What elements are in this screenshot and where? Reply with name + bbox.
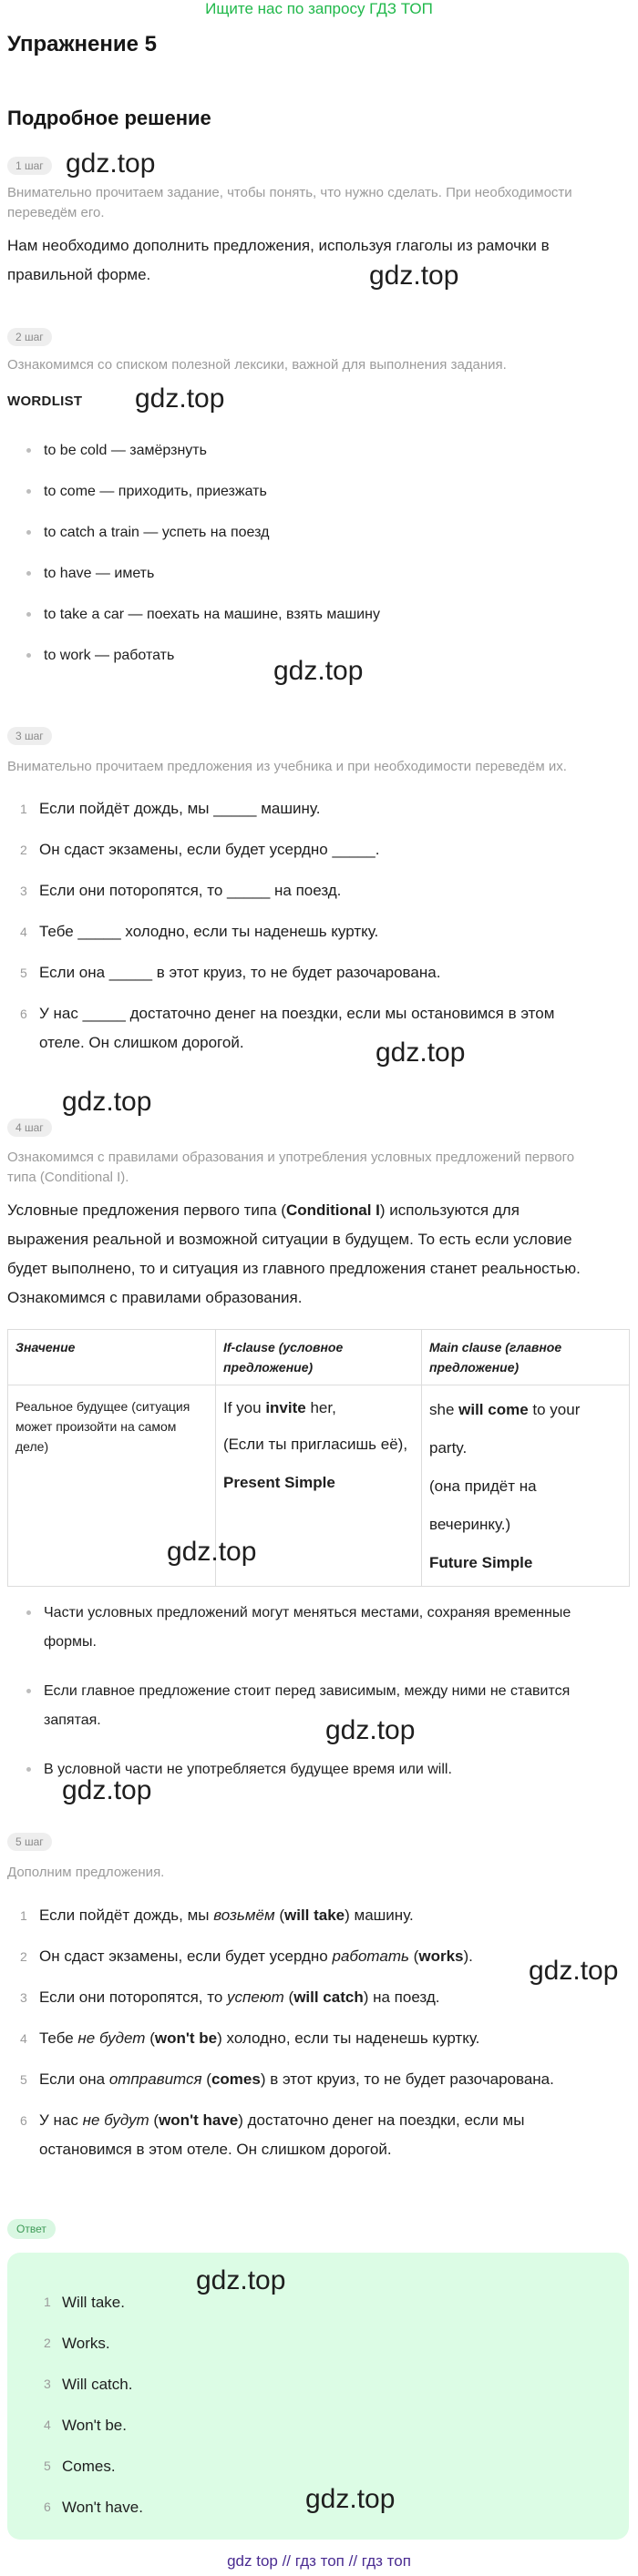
sentences-list bbox=[7, 794, 627, 1063]
wordlist bbox=[7, 430, 627, 676]
watermark: gdz.top bbox=[62, 1775, 152, 1805]
footer-links[interactable]: gdz top // гдз топ // гдз топ bbox=[227, 2552, 411, 2570]
list-item: 5 Если она _____ в этот круиз, то не будет разочарована. bbox=[20, 964, 441, 981]
list-item: to take a car — поехать на машине, взять машину bbox=[7, 594, 627, 635]
list-item: 5 Comes. bbox=[44, 2458, 116, 2475]
list-item: 4 Тебе _____ холодно, если ты наденешь куртку. bbox=[20, 923, 379, 940]
top-banner: Ищите нас по запросу ГДЗ ТОП bbox=[205, 0, 433, 17]
list-item: 3 Если они поторопятся, то успеют (will catch) на поезд. bbox=[20, 1988, 440, 2006]
watermark: gdz.top bbox=[273, 656, 364, 686]
watermark: gdz.top bbox=[66, 148, 156, 179]
watermark: gdz.top bbox=[167, 1537, 257, 1567]
step-2-badge: 2 шаг bbox=[7, 328, 52, 346]
table-cell: she will come to your party. (она придёт на вечеринку.) Future Simple bbox=[422, 1385, 630, 1587]
list-item: to catch a train — успеть на поезд bbox=[7, 512, 627, 553]
step-4-intro: Условные предложения первого типа (Conditional I) используются для выражения реальной и возможной ситуации в будущем. То есть если условие будет выполнено, то и ситуация из главного предложения станет реальностью. Ознакомимся с правилами образования. bbox=[7, 1201, 581, 1306]
list-item: Если главное предложение стоит перед зависимым, между ними не ставится запятая. bbox=[7, 1677, 591, 1735]
watermark: gdz.top bbox=[305, 2484, 396, 2514]
step-4-hint: Ознакомимся с правилами образования и употребления условных предложений первого типа (Conditional I). bbox=[7, 1150, 575, 1185]
list-item: to be cold — замёрзнуть bbox=[7, 430, 627, 471]
list-item: 1 Если пойдёт дождь, мы _____ машину. bbox=[20, 800, 321, 817]
table-header: Значение bbox=[8, 1330, 216, 1385]
table-header: If-clause (условное предложение) bbox=[216, 1330, 422, 1385]
list-item: 1 Если пойдёт дождь, мы возьмём (will take) машину. bbox=[20, 1906, 414, 1924]
watermark: gdz.top bbox=[135, 383, 225, 414]
list-item: to work — работать bbox=[7, 635, 627, 676]
list-item: 5 Если она отправится (comes) в этот круиз, то не будет разочарована. bbox=[20, 2070, 554, 2088]
answer-list bbox=[7, 2282, 554, 2528]
list-item: 2 Он сдаст экзамены, если будет усердно _____. bbox=[20, 841, 380, 858]
watermark: gdz.top bbox=[529, 1956, 619, 1986]
table-cell: Реальное будущее (ситуация может произойти на самом деле) bbox=[8, 1385, 216, 1587]
list-item: 3 Если они поторопятся, то _____ на поезд. bbox=[20, 882, 342, 899]
step-3-badge: 3 шаг bbox=[7, 727, 52, 745]
rules-table bbox=[7, 1329, 630, 1587]
step-5-badge: 5 шаг bbox=[7, 1833, 52, 1851]
wordlist-title: WORDLIST bbox=[7, 394, 83, 409]
list-item: to come — приходить, приезжать bbox=[7, 471, 627, 512]
step-1-hint: Внимательно прочитаем задание, чтобы понять, что нужно сделать. При необходимости переведём его. bbox=[7, 185, 572, 220]
watermark: gdz.top bbox=[196, 2265, 286, 2295]
list-item: 1 Will take. bbox=[44, 2294, 125, 2311]
list-item: 6 Won't have. bbox=[44, 2499, 143, 2516]
step-1-badge: 1 шаг bbox=[7, 157, 52, 175]
list-item: 3 Will catch. bbox=[44, 2376, 133, 2393]
list-item: 4 Тебе не будет (won't be) холодно, если ты наденешь куртку. bbox=[20, 2029, 480, 2047]
watermark: gdz.top bbox=[369, 261, 459, 291]
step-3-hint: Внимательно прочитаем предложения из учебника и при необходимости переведём их. bbox=[7, 759, 567, 774]
watermark: gdz.top bbox=[325, 1715, 416, 1745]
answer-badge: Ответ bbox=[7, 2219, 56, 2239]
table-header: Main clause (главное предложение) bbox=[422, 1330, 630, 1385]
step-1-text: Нам необходимо дополнить предложения, используя глаголы из рамочки в правильной форме. bbox=[7, 237, 550, 283]
solution-heading: Подробное решение bbox=[7, 107, 211, 129]
step-5-hint: Дополним предложения. bbox=[7, 1865, 165, 1880]
list-item: 4 Won't be. bbox=[44, 2417, 127, 2434]
list-item: 6 У нас _____ достаточно денег на поездки, если мы остановимся в этом отеле. Он слишком дорогой. bbox=[20, 1005, 555, 1051]
list-item: В условной части не употребляется будущее время или will. bbox=[7, 1755, 591, 1784]
watermark: gdz.top bbox=[376, 1038, 466, 1068]
table-cell: If you invite her, (Если ты пригласишь её), Present Simple bbox=[216, 1385, 422, 1587]
step-4-badge: 4 шаг bbox=[7, 1119, 52, 1137]
list-item: 2 Works. bbox=[44, 2335, 110, 2352]
watermark: gdz.top bbox=[62, 1087, 152, 1117]
list-item: 6 У нас не будут (won't have) достаточно денег на поездки, если мы остановимся в этом отеле. Он слишком дорогой. bbox=[20, 2111, 525, 2158]
list-item: Части условных предложений могут меняться местами, сохраняя временные формы. bbox=[7, 1599, 591, 1657]
list-item: to have — иметь bbox=[7, 553, 627, 594]
answers-detailed bbox=[7, 1901, 627, 2170]
step-2-hint: Ознакомимся со списком полезной лексики, важной для выполнения задания. bbox=[7, 357, 507, 373]
page-title: Упражнение 5 bbox=[7, 32, 157, 56]
list-item: 2 Он сдаст экзамены, если будет усердно работать (works). bbox=[20, 1947, 473, 1965]
